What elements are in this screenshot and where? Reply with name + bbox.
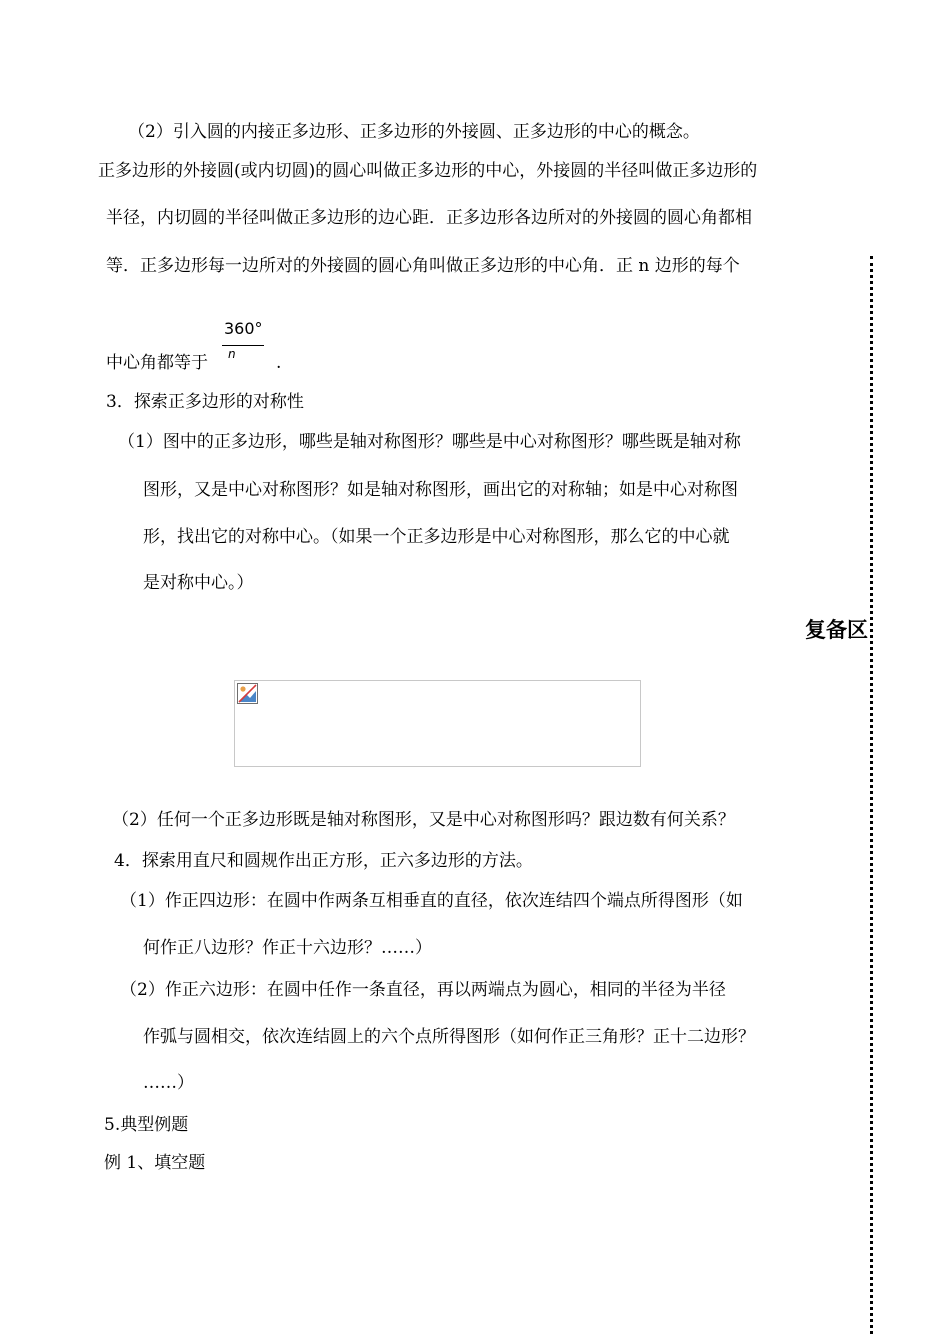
- p2-intro: （2）引入圆的内接正多边形、正多边形的外接圆、正多边形的中心的概念。: [128, 122, 700, 142]
- s3-question-2: （2）任何一个正多边形既是轴对称图形，又是中心对称图形吗？跟边数有何关系？: [112, 810, 735, 830]
- review-area-title: 复备区: [805, 617, 868, 642]
- definition-line-3: 等．正多边形每一边所对的外接圆的圆心角叫做正多边形的中心角．正 n 边形的每个: [106, 256, 740, 276]
- central-angle-text: 中心角都等于: [106, 353, 208, 373]
- s3-question-1-line-1: （1）图中的正多边形，哪些是轴对称图形？哪些是中心对称图形？哪些既是轴对称: [118, 432, 741, 452]
- s3-question-1-line-3: 形，找出它的对称中心。（如果一个正多边形是中心对称图形，那么它的中心就: [143, 527, 730, 547]
- central-angle-period: .: [276, 353, 282, 373]
- margin-dotted-rule: [870, 256, 873, 1334]
- s4-question-2-line-3: ……）: [143, 1073, 194, 1093]
- broken-image-icon: [237, 683, 258, 704]
- example-1-title: 例 1、填空题: [104, 1153, 206, 1173]
- s3-question-1-line-4: 是对称中心。）: [143, 573, 254, 593]
- image-placeholder: [234, 680, 641, 767]
- fraction-numerator: 360°: [224, 319, 263, 338]
- definition-line-1: 正多边形的外接圆(或内切圆)的圆心叫做正多边形的中心，外接圆的半径叫做正多边形的: [98, 161, 758, 181]
- s4-question-2-line-1: （2）作正六边形：在圆中任作一条直径，再以两端点为圆心，相同的半径为半径: [120, 980, 726, 1000]
- fraction-denominator: n: [228, 347, 236, 361]
- section-4-title: 4．探索用直尺和圆规作出正方形，正六多边形的方法。: [114, 851, 533, 871]
- s4-question-1-line-2: 何作正八边形？作正十六边形？……）: [143, 938, 432, 958]
- s3-question-1-line-2: 图形，又是中心对称图形？如是轴对称图形，画出它的对称轴；如是中心对称图: [143, 480, 738, 500]
- fraction-bar: [222, 345, 264, 346]
- section-3-title: 3．探索正多边形的对称性: [106, 392, 304, 412]
- definition-line-2: 半径，内切圆的半径叫做正多边形的边心距．正多边形各边所对的外接圆的圆心角都相: [106, 208, 752, 228]
- s4-question-1-line-1: （1）作正四边形：在圆中作两条互相垂直的直径，依次连结四个端点所得图形（如: [120, 891, 743, 911]
- central-angle-fraction: [222, 321, 264, 371]
- section-5-title: 5.典型例题: [104, 1115, 189, 1135]
- s4-question-2-line-2: 作弧与圆相交，依次连结圆上的六个点所得图形（如何作正三角形？正十二边形？: [143, 1027, 755, 1047]
